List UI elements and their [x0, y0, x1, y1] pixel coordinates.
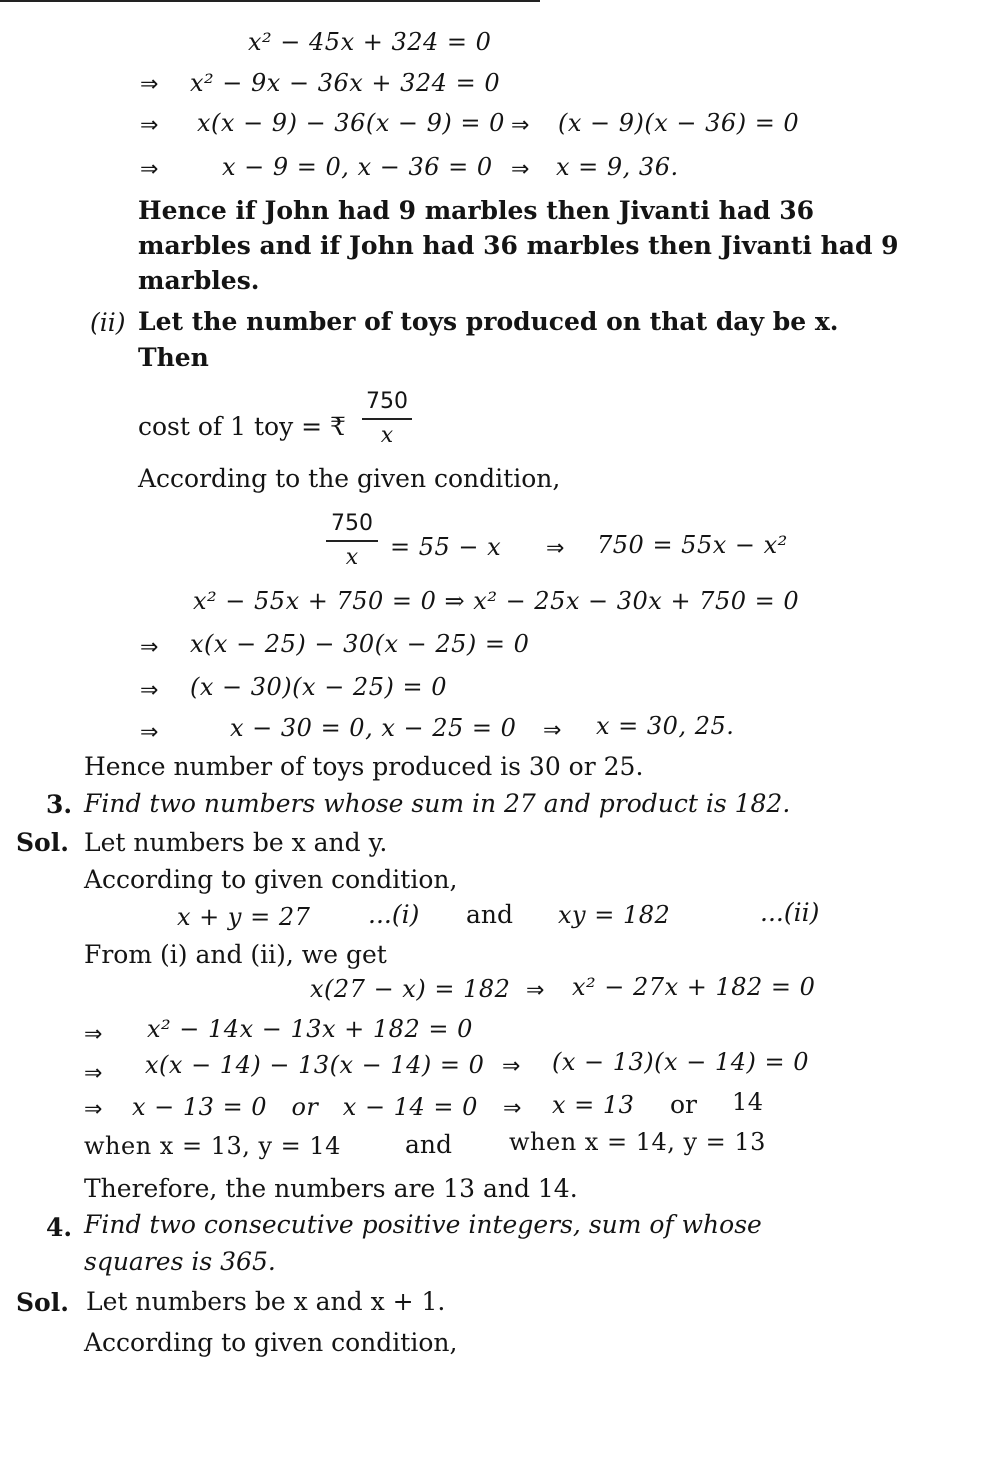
equation: x − 9 = 0, x − 36 = 0 — [222, 153, 493, 181]
implies-arrow: ⇒ — [543, 718, 562, 743]
implies-arrow: ⇒ — [140, 157, 159, 182]
sol-intro: Let numbers be x and x + 1. — [86, 1287, 446, 1316]
implies-arrow: ⇒ — [140, 72, 159, 97]
implies-arrow: ⇒ — [526, 978, 545, 1003]
conclusion-line: Hence if John had 9 marbles then Jivanti had 36 — [138, 196, 815, 225]
implies-arrow: ⇒ — [511, 157, 530, 182]
conclusion: Hence number of toys produced is 30 or 25. — [84, 752, 644, 781]
equation: xy = 182 — [558, 901, 671, 929]
fraction-bar — [326, 540, 378, 542]
equation: x² − 45x + 324 = 0 — [248, 28, 492, 56]
question-text: squares is 365. — [84, 1247, 276, 1276]
fraction-bar — [362, 418, 412, 420]
condition-text: According to given condition, — [84, 865, 458, 894]
conclusion-line: marbles and if John had 36 marbles then Jivanti had 9 — [138, 231, 899, 260]
and-text: and — [466, 900, 514, 929]
fraction-numerator: 750 — [331, 511, 373, 536]
equation: x² − 9x − 36x + 324 = 0 — [190, 69, 501, 97]
equation-tag: ...(ii) — [760, 898, 820, 927]
fraction-denominator: x — [380, 423, 394, 448]
equation: x² − 55x + 750 = 0 ⇒ x² − 25x − 30x + 750 = 0 — [193, 587, 800, 615]
implies-arrow: ⇒ — [140, 720, 159, 745]
equation: 14 — [732, 1088, 764, 1116]
implies-arrow: ⇒ — [84, 1097, 103, 1122]
top-rule — [0, 0, 540, 2]
equation: x(x − 25) − 30(x − 25) = 0 — [190, 630, 530, 658]
equation: x(27 − x) = 182 — [310, 975, 511, 1003]
question-number: 3. — [46, 790, 73, 819]
sol-intro: Let numbers be x and y. — [84, 828, 388, 857]
equation-tag: ...(i) — [368, 900, 420, 929]
equation: x(x − 14) − 13(x − 14) = 0 — [145, 1051, 485, 1079]
conclusion: Therefore, the numbers are 13 and 14. — [84, 1174, 578, 1203]
equation: x = 9, 36. — [556, 153, 679, 181]
equation: x = 13 — [552, 1091, 635, 1119]
implies-arrow: ⇒ — [511, 113, 530, 138]
or-text: or — [670, 1090, 698, 1119]
conclusion-line: marbles. — [138, 266, 260, 295]
equation: x + y = 27 — [177, 903, 311, 931]
equation: 750 = 55x − x² — [597, 531, 788, 559]
implies-arrow: ⇒ — [503, 1096, 522, 1121]
equation: (x − 9)(x − 36) = 0 — [558, 109, 800, 137]
implies-arrow: ⇒ — [84, 1022, 103, 1047]
equation: (x − 30)(x − 25) = 0 — [190, 673, 447, 701]
implies-arrow: ⇒ — [546, 536, 565, 561]
condition-text: According to given condition, — [84, 1328, 458, 1357]
equation: x − 30 = 0, x − 25 = 0 — [230, 714, 517, 742]
when-text: when x = 14, y = 13 — [509, 1128, 766, 1156]
sol-label: Sol. — [16, 828, 69, 857]
when-text: when x = 13, y = 14 — [84, 1132, 341, 1160]
equation: = 55 − x — [390, 533, 502, 561]
implies-arrow: ⇒ — [502, 1054, 521, 1079]
question-text: Find two numbers whose sum in 27 and product is 182. — [84, 789, 791, 818]
and-text: and — [405, 1130, 453, 1159]
from-text: From (i) and (ii), we get — [84, 940, 387, 969]
fraction-750-over-x — [326, 510, 378, 572]
part-intro: Let the number of toys produced on that day be x. — [138, 307, 839, 336]
fraction-numerator: 750 — [366, 389, 408, 414]
fraction-750-over-x — [362, 388, 412, 450]
equation: x = 30, 25. — [596, 712, 735, 740]
condition-text: According to the given condition, — [138, 464, 561, 493]
fraction-denominator: x — [345, 545, 359, 570]
equation: x² − 14x − 13x + 182 = 0 — [147, 1015, 473, 1043]
equation: (x − 13)(x − 14) = 0 — [552, 1048, 809, 1076]
implies-arrow: ⇒ — [140, 678, 159, 703]
implies-arrow: ⇒ — [84, 1061, 103, 1086]
equation: x(x − 9) − 36(x − 9) = 0 — [197, 109, 505, 137]
equation: x − 13 = 0 or x − 14 = 0 — [132, 1093, 478, 1121]
cost-label: cost of 1 toy = ₹ — [138, 412, 346, 441]
part-label: (ii) — [90, 308, 126, 337]
question-number: 4. — [46, 1213, 73, 1242]
question-text: Find two consecutive positive integers, sum of whose — [84, 1210, 762, 1239]
sol-label: Sol. — [16, 1288, 69, 1317]
equation: x² − 27x + 182 = 0 — [572, 973, 816, 1001]
implies-arrow: ⇒ — [140, 635, 159, 660]
implies-arrow: ⇒ — [140, 113, 159, 138]
then-text: Then — [138, 343, 209, 372]
